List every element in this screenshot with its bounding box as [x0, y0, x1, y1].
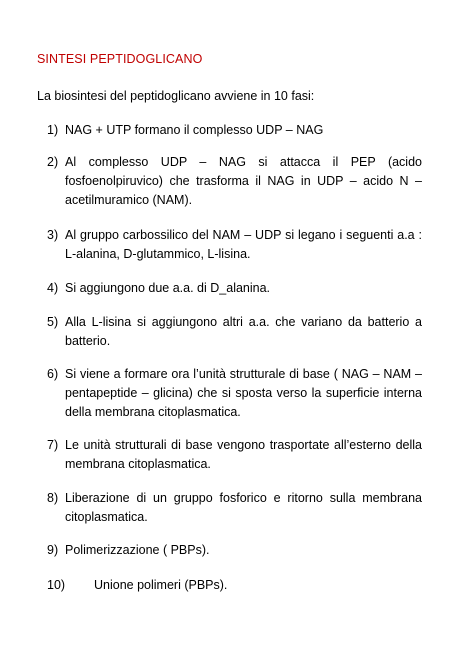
- list-item: [47, 436, 422, 474]
- list-item-number: 6): [47, 367, 59, 381]
- intro-paragraph: La biosintesi del peptidoglicano avviene in 10 fasi:: [37, 89, 315, 103]
- list-item-text: Al complesso UDP – NAG si attacca il PEP (acido fosfoenolpiruvico) che trasforma il NAG in UDP – acido N – acetilmuramico (NAM).: [65, 155, 422, 207]
- list-item: [47, 121, 422, 140]
- list-item-text: Unione polimeri (PBPs).: [94, 578, 228, 592]
- list-item: [47, 541, 422, 560]
- list-item-text: Alla L-lisina si aggiungono altri a.a. che variano da batterio a batterio.: [65, 315, 422, 348]
- list-item-number: 2): [47, 155, 59, 169]
- list-item-text: NAG + UTP formano il complesso UDP – NAG: [65, 123, 324, 137]
- list-item-number: 3): [47, 228, 59, 242]
- list-item-text: Al gruppo carbossilico del NAM – UDP si legano i seguenti a.a : L-alanina, D-glutammico, L-lisina.: [65, 228, 422, 261]
- list-item-text: Si viene a formare ora l’unità strutturale di base ( NAG – NAM – pentapeptide – glicina) che si sposta verso la superficie interna della membrana citoplasmatica.: [65, 367, 422, 419]
- list-item: [47, 226, 422, 264]
- list-item-number: 10): [47, 578, 66, 592]
- list-item: [47, 489, 422, 527]
- list-item-number: 5): [47, 315, 59, 329]
- list-item: [47, 365, 422, 422]
- list-item: [47, 576, 422, 595]
- list-item-number: 9): [47, 543, 59, 557]
- list-item-text: Liberazione di un gruppo fosforico e ritorno sulla membrana citoplasmatica.: [65, 491, 422, 524]
- list-item-number: 1): [47, 123, 59, 137]
- document-title: SINTESI PEPTIDOGLICANO: [37, 52, 203, 66]
- list-item: [47, 279, 422, 298]
- list-item-text: Polimerizzazione ( PBPs).: [65, 543, 210, 557]
- list-item-number: 4): [47, 281, 59, 295]
- list-item-number: 8): [47, 491, 59, 505]
- list-item: [47, 313, 422, 351]
- list-item-number: 7): [47, 438, 59, 452]
- list-item-text: Si aggiungono due a.a. di D_alanina.: [65, 281, 271, 295]
- list-item: [47, 153, 422, 210]
- list-item-text: Le unità strutturali di base vengono trasportate all’esterno della membrana citoplasmatica.: [65, 438, 422, 471]
